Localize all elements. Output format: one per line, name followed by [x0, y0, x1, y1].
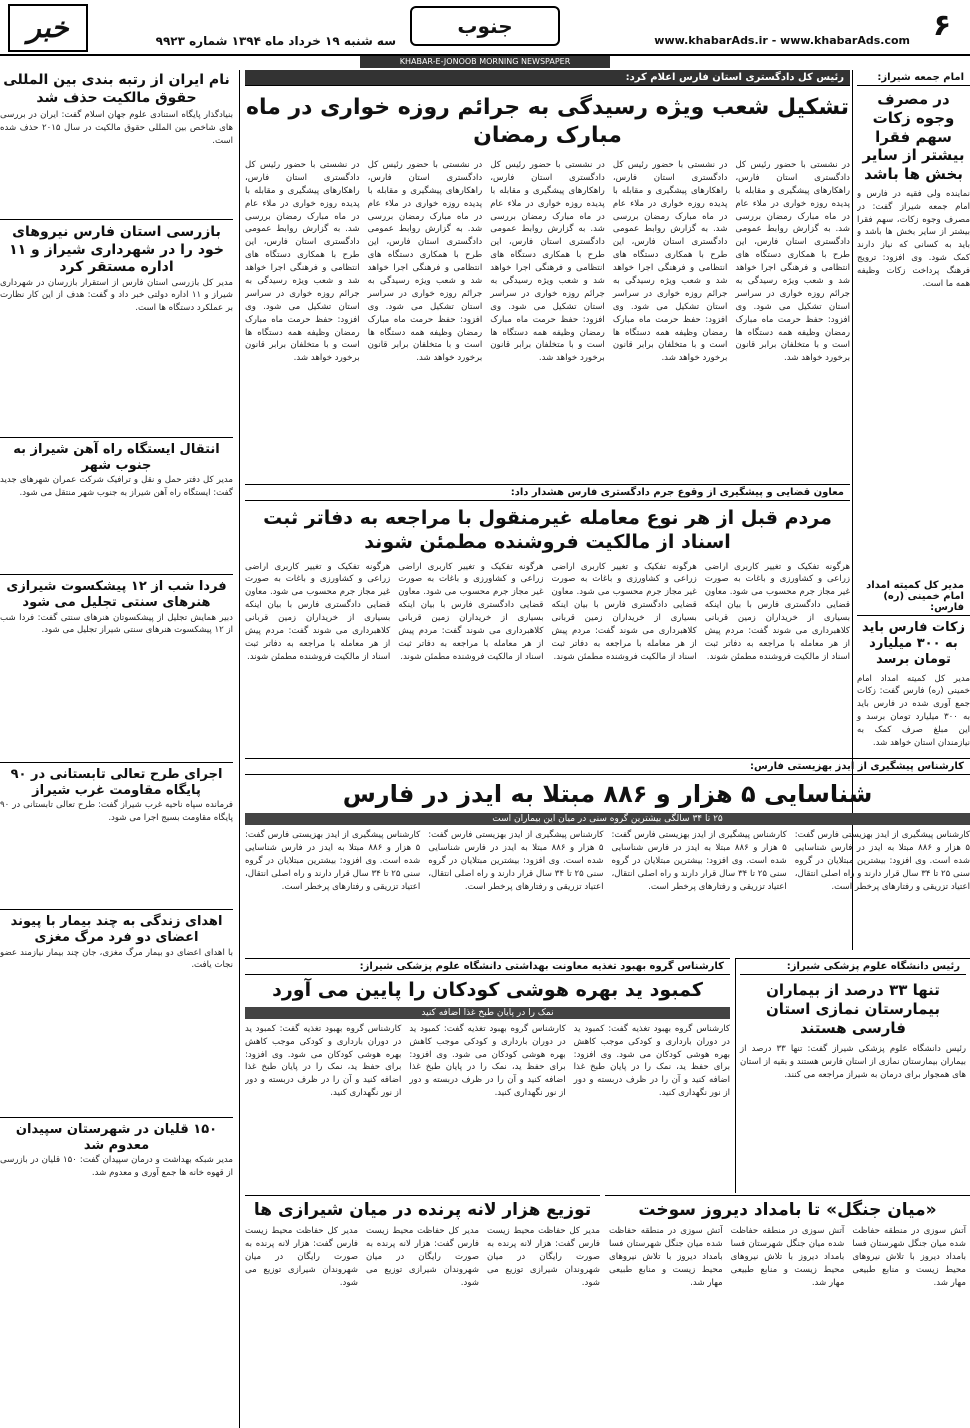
- property-headline: مردم قبل از هر نوع معامله غیرمنقول با مراجعه به دفاتر ثبت اسناد از مالکیت فروشنده مطمئن شوند: [263, 507, 832, 553]
- lead-body-3: در نشستی با حضور رئیس کل دادگستری استان فارس، راهکارهای پیشگیری و مقابله با پدیده روزه خواری در ملاء عام در ماه مبارک رمضان بررسی شد. به گزارش روابط عمومی دادگستری استان فارس، این طرح با همکاری دستگاه های انتظامی و فرهنگی اجرا خواهد شد و شعب ویژه رسیدگی به جرائم روزه خواری در سراسر استان تشکیل می شود. وی افزود: حفظ حرمت ماه مبارک رمضان وظیفه همه دستگاه ها است و با متخلفان برابر قانون برخورد خواهد شد.: [490, 160, 605, 364]
- aids-kicker: کارشناس پیشگیری از ایدز بهزیستی فارس:: [245, 759, 970, 775]
- bird-nest-body-3: مدیر کل حفاظت محیط زیست فارس گفت: هزار لانه پرنده به صورت رایگان در میان شهروندان شیرازی توزیع می شود.: [245, 1226, 358, 1288]
- aids-story: [245, 758, 970, 958]
- bird-nest-body-1: مدیر کل حفاظت محیط زیست فارس گفت: هزار لانه پرنده به صورت رایگان در میان شهروندان شیرازی توزیع می شود.: [487, 1226, 600, 1288]
- left-body-2: مدیر کل بازرسی استان فارس از استقرار بازرسان در شهرداری شیراز و ۱۱ اداره دولتی خبر داد و گفت: هدف از این کار نظارت بر عملکرد دستگاه ها است.: [0, 277, 234, 314]
- hospital-body: رئیس دانشگاه علوم پزشکی شیراز گفت: تنها ۳۳ درصد از بیماران بیمارستان نمازی از استان فارس هستند و بقیه از استان های همجوار برای درمان به شیراز مراجعه می کنند.: [740, 1044, 966, 1081]
- property-body-4: هرگونه تفکیک و تغییر کاربری اراضی زراعی و کشاورزی و باغات به صورت غیر مجاز جرم محسوب می شود. معاون قضایی دادگستری فارس با بیان اینکه بسیاری از خریداران زمین قربانی کلاهبرداری می شوند گفت: مردم پیش از هر معامله با مراجعه به دفاتر ثبت اسناد از مالکیت فروشنده مطمئن شوند.: [245, 561, 391, 662]
- left-headline-6: اهدای زندگی به چند بیمار با پیوند اعضای دو فرد مرگ مغزی: [0, 909, 233, 947]
- english-title: KHABAR-E-JONOOB MORNING NEWSPAPER: [360, 56, 610, 68]
- hospital-story: [735, 958, 970, 1193]
- aids-headline: شناسایی ۵ هزار و ۸۸۶ مبتلا به ایدز در فارس: [342, 780, 873, 808]
- left-headline-3: انتقال ایستگاه راه آهن شیراز به جنوب شهر: [0, 437, 233, 475]
- aids-body-2: کارشناس پیشگیری از ایدز بهزیستی فارس گفت: ۵ هزار و ۸۸۶ مبتلا به ایدز در فارس شناسایی شده است. وی افزود: بیشترین مبتلایان در گروه سنی ۲۵ تا ۳۴ سال قرار دارند و راه اصلی انتقال، اعتیاد تزریقی و رفتارهای پرخطر است.: [611, 830, 787, 892]
- forest-fire-story: [605, 1195, 970, 1428]
- aids-subhead: ۲۵ تا ۳۴ سالگی بیشترین گروه سنی در میان این بیماران است: [245, 813, 970, 825]
- newspaper-logo: خبر: [8, 4, 88, 52]
- lead-body-2: در نشستی با حضور رئیس کل دادگستری استان فارس، راهکارهای پیشگیری و مقابله با پدیده روزه خواری در ملاء عام در ماه مبارک رمضان بررسی شد. به گزارش روابط عمومی دادگستری استان فارس، این طرح با همکاری دستگاه های انتظامی و فرهنگی اجرا خواهد شد و شعب ویژه رسیدگی به جرائم روزه خواری در سراسر استان تشکیل می شود. وی افزود: حفظ حرمت ماه مبارک رمضان وظیفه همه دستگاه ها است و با متخلفان برابر قانون برخورد خواهد شد.: [612, 160, 728, 364]
- lead-body-5: در نشستی با حضور رئیس کل دادگستری استان فارس، راهکارهای پیشگیری و مقابله با پدیده روزه خواری در ملاء عام در ماه مبارک رمضان بررسی شد. به گزارش روابط عمومی دادگستری استان فارس، این طرح با همکاری دستگاه های انتظامی و فرهنگی اجرا خواهد شد و شعب ویژه رسیدگی به جرائم روزه خواری در سراسر استان تشکیل می شود. وی افزود: حفظ حرمت ماه مبارک رمضان وظیفه همه دستگاه ها است و با متخلفان برابر قانون برخورد خواهد شد.: [245, 160, 360, 364]
- property-story: [245, 484, 850, 756]
- left-body-5: فرمانده سپاه ناحیه غرب شیراز گفت: طرح تعالی تابستانی در ۹۰ پایگاه مقاومت بسیج اجرا می شود.: [0, 800, 233, 823]
- iodine-body-1: کارشناس گروه بهبود تغذیه گفت: کمبود ید در دوران بارداری و کودکی موجب کاهش بهره هوشی کودکان می شود. وی افزود: برای حفظ ید، نمک را در پایان طبخ غذا اضافه کنید و آن را در ظرف دربسته و دور از نور نگهداری کنید.: [573, 1023, 730, 1099]
- left-headline-7: ۱۵۰ قلیان در شهرستان سپیدان معدوم شد: [0, 1117, 233, 1155]
- forest-fire-body-2: آتش سوزی در منطقه حفاظت شده میان جنگل شهرستان فسا بامداد دیروز با تلاش نیروهای محیط زیست و منابع طبیعی مهار شد.: [730, 1226, 845, 1288]
- iodine-story: [245, 958, 730, 1193]
- left-headline-5: اجرای طرح تعالی تابستانی در ۹۰ پایگاه مقاومت غرب شیراز: [0, 762, 233, 800]
- lead-kicker: رئیس کل دادگستری استان فارس اعلام کرد:: [245, 70, 850, 86]
- right-body: نماینده ولی فقیه در فارس و امام جمعه شیراز گفت: در مصرف وجوه زکات، سهم فقرا بیشتر از سایر بخش ها باشد و باید به کسانی که نیاز دارند کمک شود. وی افزود: ترویج فرهنگ پرداخت زکات وظیفه همه ما است.: [857, 188, 970, 289]
- issue-date: سه شنبه ۱۹ خرداد ماه ۱۳۹۴ شماره ۹۹۲۳: [155, 34, 396, 48]
- left-body-4: دبیر همایش تجلیل از پیشکسوتان هنرهای سنتی گفت: فردا شب از ۱۲ پیشکسوت هنرهای سنتی شیراز تجلیل می شود.: [0, 612, 233, 636]
- lead-headline: تشکیل شعب ویژه رسیدگی به جرائم روزه خواری در ماه مبارک رمضان: [245, 95, 849, 148]
- aids-body-4: کارشناس پیشگیری از ایدز بهزیستی فارس گفت: ۵ هزار و ۸۸۶ مبتلا به ایدز در فارس شناسایی شده است. وی افزود: بیشترین مبتلایان در گروه سنی ۲۵ تا ۳۴ سال قرار دارند و راه اصلی انتقال، اعتیاد تزریقی و رفتارهای پرخطر است.: [245, 830, 421, 892]
- hospital-headline: تنها ۳۳ درصد از بیماران بیمارستان نمازی استان فارسی هستند: [766, 981, 940, 1037]
- iodine-kicker: کارشناس گروه بهبود تغذیه معاونت بهداشتی دانشگاه علوم پزشکی شیراز:: [245, 959, 730, 975]
- right-kicker-2: مدیر کل کمیته امداد امام خمینی (ره) فارس:: [857, 578, 970, 616]
- property-body-2: هرگونه تفکیک و تغییر کاربری اراضی زراعی و کشاورزی و باغات به صورت غیر مجاز جرم محسوب می شود. معاون قضایی دادگستری فارس با بیان اینکه بسیاری از خریداران زمین قربانی کلاهبرداری می شوند گفت: مردم پیش از هر معامله با مراجعه به دفاتر ثبت اسناد از مالکیت فروشنده مطمئن شوند.: [551, 561, 697, 662]
- property-body-3: هرگونه تفکیک و تغییر کاربری اراضی زراعی و کشاورزی و باغات به صورت غیر مجاز جرم محسوب می شود. معاون قضایی دادگستری فارس با بیان اینکه بسیاری از خریداران زمین قربانی کلاهبرداری می شوند گفت: مردم پیش از هر معامله با مراجعه به دفاتر ثبت اسناد از مالکیت فروشنده مطمئن شوند.: [398, 561, 544, 662]
- aids-body-1: کارشناس پیشگیری از ایدز بهزیستی فارس گفت: ۵ هزار و ۸۸۶ مبتلا به ایدز در فارس شناسایی شده است. وی افزود: بیشترین مبتلایان در گروه سنی ۲۵ تا ۳۴ سال قرار دارند و راه اصلی انتقال، اعتیاد تزریقی و رفتارهای پرخطر است.: [794, 830, 970, 892]
- right-headline: در مصرف وجوه زکات سهم فقرا بیشتر از سایر بخش ها باشد: [862, 90, 965, 183]
- left-headline-2: بازرسی استان فارس نیروهای خود را در شهرداری شیراز و ۱۱ اداره مستقر کرد: [0, 219, 233, 277]
- property-body-1: هرگونه تفکیک و تغییر کاربری اراضی زراعی و کشاورزی و باغات به صورت غیر مجاز جرم محسوب می شود. معاون قضایی دادگستری فارس با بیان اینکه بسیاری از خریداران زمین قربانی کلاهبرداری می شوند گفت: مردم پیش از هر معامله با مراجعه به دفاتر ثبت اسناد از مالکیت فروشنده مطمئن شوند.: [704, 561, 850, 662]
- left-body-7: مدیر شبکه بهداشت و درمان سپیدان گفت: ۱۵۰ قلیان در بازرسی از قهوه خانه ها جمع آوری و معدوم شد.: [0, 1155, 234, 1178]
- iodine-subhead: نمک را در پایان طبخ غذا اضافه کنید: [245, 1007, 730, 1019]
- iodine-body-3: کارشناس گروه بهبود تغذیه گفت: کمبود ید در دوران بارداری و کودکی موجب کاهش بهره هوشی کودکان می شود. وی افزود: برای حفظ ید، نمک را در پایان طبخ غذا اضافه کنید و آن را در ظرف دربسته و دور از نور نگهداری کنید.: [245, 1023, 402, 1099]
- lead-body-1: در نشستی با حضور رئیس کل دادگستری استان فارس، راهکارهای پیشگیری و مقابله با پدیده روزه خواری در ملاء عام در ماه مبارک رمضان بررسی شد. به گزارش روابط عمومی دادگستری استان فارس، این طرح با همکاری دستگاه های انتظامی و فرهنگی اجرا خواهد شد و شعب ویژه رسیدگی به جرائم روزه خواری در سراسر استان تشکیل می شود. وی افزود: حفظ حرمت ماه مبارک رمضان وظیفه همه دستگاه ها است و با متخلفان برابر قانون برخورد خواهد شد.: [735, 160, 850, 364]
- hospital-kicker: رئیس دانشگاه علوم پزشکی شیراز:: [740, 959, 966, 975]
- lead-body-4: در نشستی با حضور رئیس کل دادگستری استان فارس، راهکارهای پیشگیری و مقابله با پدیده روزه خواری در ملاء عام در ماه مبارک رمضان بررسی شد. به گزارش روابط عمومی دادگستری استان فارس، این طرح با همکاری دستگاه های انتظامی و فرهنگی اجرا خواهد شد و شعب ویژه رسیدگی به جرائم روزه خواری در سراسر استان تشکیل می شود. وی افزود: حفظ حرمت ماه مبارک رمضان وظیفه همه دستگاه ها است و با متخلفان برابر قانون برخورد خواهد شد.: [367, 160, 483, 364]
- iodine-body-2: کارشناس گروه بهبود تغذیه گفت: کمبود ید در دوران بارداری و کودکی موجب کاهش بهره هوشی کودکان می شود. وی افزود: برای حفظ ید، نمک را در پایان طبخ غذا اضافه کنید و آن را در ظرف دربسته و دور از نور نگهداری کنید.: [409, 1023, 566, 1099]
- bird-nest-body-2: مدیر کل حفاظت محیط زیست فارس گفت: هزار لانه پرنده به صورت رایگان در میان شهروندان شیرازی توزیع می شود.: [366, 1226, 479, 1288]
- left-body-6: با اهدای اعضای دو بیمار مرگ مغزی، جان چند بیمار نیازمند عضو نجات یافت.: [0, 947, 233, 971]
- aids-body-3: کارشناس پیشگیری از ایدز بهزیستی فارس گفت: ۵ هزار و ۸۸۶ مبتلا به ایدز در فارس شناسایی شده است. وی افزود: بیشترین مبتلایان در گروه سنی ۲۵ تا ۳۴ سال قرار دارند و راه اصلی انتقال، اعتیاد تزریقی و رفتارهای پرخطر است.: [428, 830, 604, 892]
- lead-story: [245, 70, 850, 482]
- property-kicker: معاون قضایی و پیشگیری از وقوع جرم دادگستری فارس هشدار داد:: [245, 485, 850, 501]
- forest-fire-headline: «میان جنگل» تا بامداد دیروز سوخت: [638, 1200, 937, 1220]
- iodine-headline: کمبود ید بهره هوشی کودکان را پایین می آورد: [272, 979, 703, 1001]
- page-number: ۶: [932, 8, 952, 43]
- right-kicker: امام جمعه شیراز:: [857, 70, 970, 86]
- left-body-3: مدیر کل دفتر حمل و نقل و ترافیک شرکت عمران شهرهای جدید گفت: ایستگاه راه آهن شیراز به جنوب شهر منتقل می شود.: [0, 475, 233, 498]
- bird-nest-story: [245, 1195, 600, 1428]
- right-body-2: مدیر کل کمیته امداد امام خمینی (ره) فارس گفت: زکات جمع آوری شده در فارس باید به ۳۰۰ میلیارد تومان برسد و این مبلغ صرف کمک به نیازمندان استان خواهد شد.: [857, 673, 970, 748]
- left-headline-1: نام ایران از رتبه بندی بین المللی حقوق مالکیت حذف شد: [3, 72, 230, 106]
- section-title: جنوب: [410, 6, 560, 46]
- forest-fire-body-1: آتش سوزی در منطقه حفاظت شده میان جنگل شهرستان فسا بامداد دیروز با تلاش نیروهای محیط زیست و منابع طبیعی مهار شد.: [852, 1226, 966, 1288]
- site-url[interactable]: www.khabarAds.ir - www.khabarAds.com: [654, 34, 910, 47]
- bird-nest-headline: توزیع هزار لانه پرنده در میان شیرازی ها: [253, 1200, 592, 1220]
- left-headline-4: فردا شب از ۱۲ پیشکسوت شیرازی هنرهای سنتی تجلیل می شود: [0, 574, 233, 612]
- left-body-1: بنیادگذار پایگاه استنادی علوم جهان اسلام گفت: ایران در بررسی های شاخص بین المللی حقوق مالکیت در سال ۲۰۱۵ حذف شده است.: [0, 110, 233, 146]
- right-headline-2: زکات فارس باید به ۳۰۰ میلیارد تومان برسد: [861, 619, 965, 668]
- left-column: [0, 70, 240, 1428]
- forest-fire-body-3: آتش سوزی در منطقه حفاظت شده میان جنگل شهرستان فسا بامداد دیروز با تلاش نیروهای محیط زیست و منابع طبیعی مهار شد.: [608, 1226, 723, 1288]
